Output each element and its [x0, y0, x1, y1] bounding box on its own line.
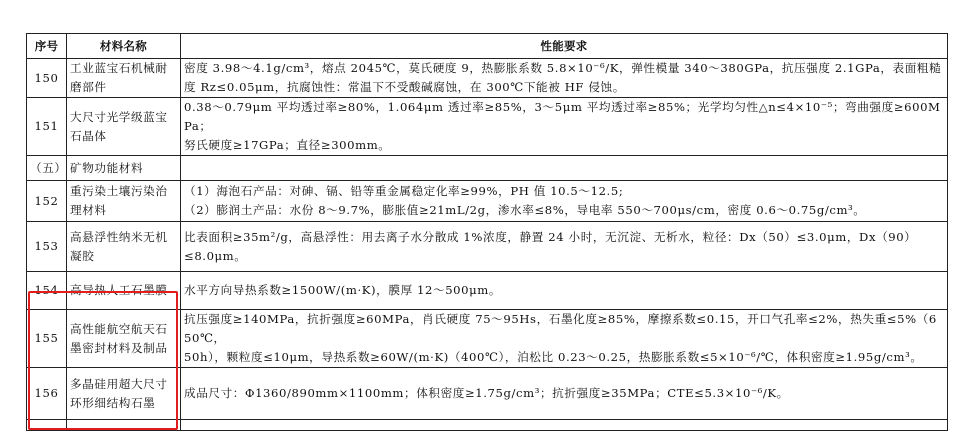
requirement-line: 密度 3.98～4.1g/cm³，熔点 2045℃，莫氏硬度 9，热膨胀系数 5.8×10⁻⁶/K，弹性模量 340～380GPa，抗压强度 2.1GPa，表面粗糙 [184, 61, 942, 75]
requirement-line: 50h），颗粒度≤10μm，导热系数≥60W/(m·K)（400℃），泊松比 0.23～0.25，热膨胀系数≤5×10⁻⁶/℃，体积密度≥1.95g/cm³。 [184, 350, 923, 364]
table-row [27, 368, 948, 420]
section-number: （五） [27, 156, 67, 181]
row-number: 155 [27, 310, 67, 368]
requirement-line: （2）膨润土产品：水份 8～9.7%，膨胀值≥21mL/2g，渗水率≤8%，导电率 550～700μs/cm，密度 0.6～0.75g/cm³。 [184, 203, 866, 217]
material-name: 高悬浮性纳米无机凝胶 [67, 222, 181, 272]
row-number: 152 [27, 181, 67, 222]
section-title: 矿物功能材料 [67, 156, 181, 181]
table-row [27, 98, 948, 156]
row-number: 156 [27, 368, 67, 420]
requirement-line: 水平方向导热系数≥1500W/(m·K)，膜厚 12～500μm。 [184, 283, 502, 297]
material-name: 大尺寸光学级蓝宝石晶体 [67, 98, 181, 156]
requirement-cell [181, 59, 948, 98]
table-row [27, 181, 948, 222]
header-requirement: 性能要求 [181, 34, 948, 59]
requirement-line: 度 Rz≤0.05μm，抗腐蚀性：常温下不受酸碱腐蚀，在 300℃下能被 HF 侵蚀。 [184, 80, 625, 94]
requirement-line: 0.38～0.79μm 平均透过率≥80%，1.064μm 透过率≥85%，3～5μm 平均透过率≥85%；光学均匀性△n≤4×10⁻⁵；弯曲强度≥600MPa； [184, 100, 941, 133]
row-number: 154 [27, 272, 67, 310]
table-row [27, 59, 948, 98]
requirement-cell [181, 181, 948, 222]
requirement-line: 比表面积≥35m²/g，高悬浮性：用去离子水分散成 1%浓度，静置 24 小时，无沉淀、无析水，粒径：Dx（50）≤3.0μm，Dx（90） [184, 229, 917, 244]
header-material-name: 材料名称 [67, 34, 181, 59]
table-row-partial [27, 420, 948, 431]
section-row [27, 156, 948, 181]
material-name: 高性能航空航天石墨密封材料及制品 [67, 310, 181, 368]
requirement-line: 抗压强度≥140MPa，抗折强度≥60MPa，肖氏硬度 75～95Hs，石墨化度≥85%，摩擦系数≤0.15，开口气孔率≤2%，热失重≤5%（650℃， [184, 312, 937, 345]
row-number: 151 [27, 98, 67, 156]
material-spec-table [26, 33, 948, 431]
material-name: 多晶硅用超大尺寸环形细结构石墨 [67, 368, 181, 420]
requirement-cell [181, 272, 948, 310]
header-no: 序号 [27, 34, 67, 59]
requirement-cell [181, 310, 948, 368]
table-header-row [27, 34, 948, 59]
table-row [27, 222, 948, 272]
table-row [27, 272, 948, 310]
requirement-cell [181, 222, 948, 272]
requirement-line: ≤8.0μm。 [184, 248, 247, 263]
requirement-line: 努氏硬度≥17GPa；直径≥300mm。 [184, 138, 391, 152]
row-number: 150 [27, 59, 67, 98]
material-name: 重污染土壤污染治理材料 [67, 181, 181, 222]
requirement-cell [181, 98, 948, 156]
material-name: 高导热人工石墨膜 [67, 272, 181, 310]
table-row [27, 310, 948, 368]
requirement-cell [181, 368, 948, 420]
requirement-cell [181, 156, 948, 181]
requirement-line: 成品尺寸：Φ1360/890mm×1100mm；体积密度≥1.75g/cm³；抗折强度≥35MPa；CTE≤5.3×10⁻⁶/K。 [184, 386, 789, 400]
requirement-line: （1）海泡石产品：对砷、镉、铅等重金属稳定化率≥99%，PH 值 10.5～12.5; [184, 184, 624, 198]
row-number: 153 [27, 222, 67, 272]
material-name: 工业蓝宝石机械耐磨部件 [67, 59, 181, 98]
